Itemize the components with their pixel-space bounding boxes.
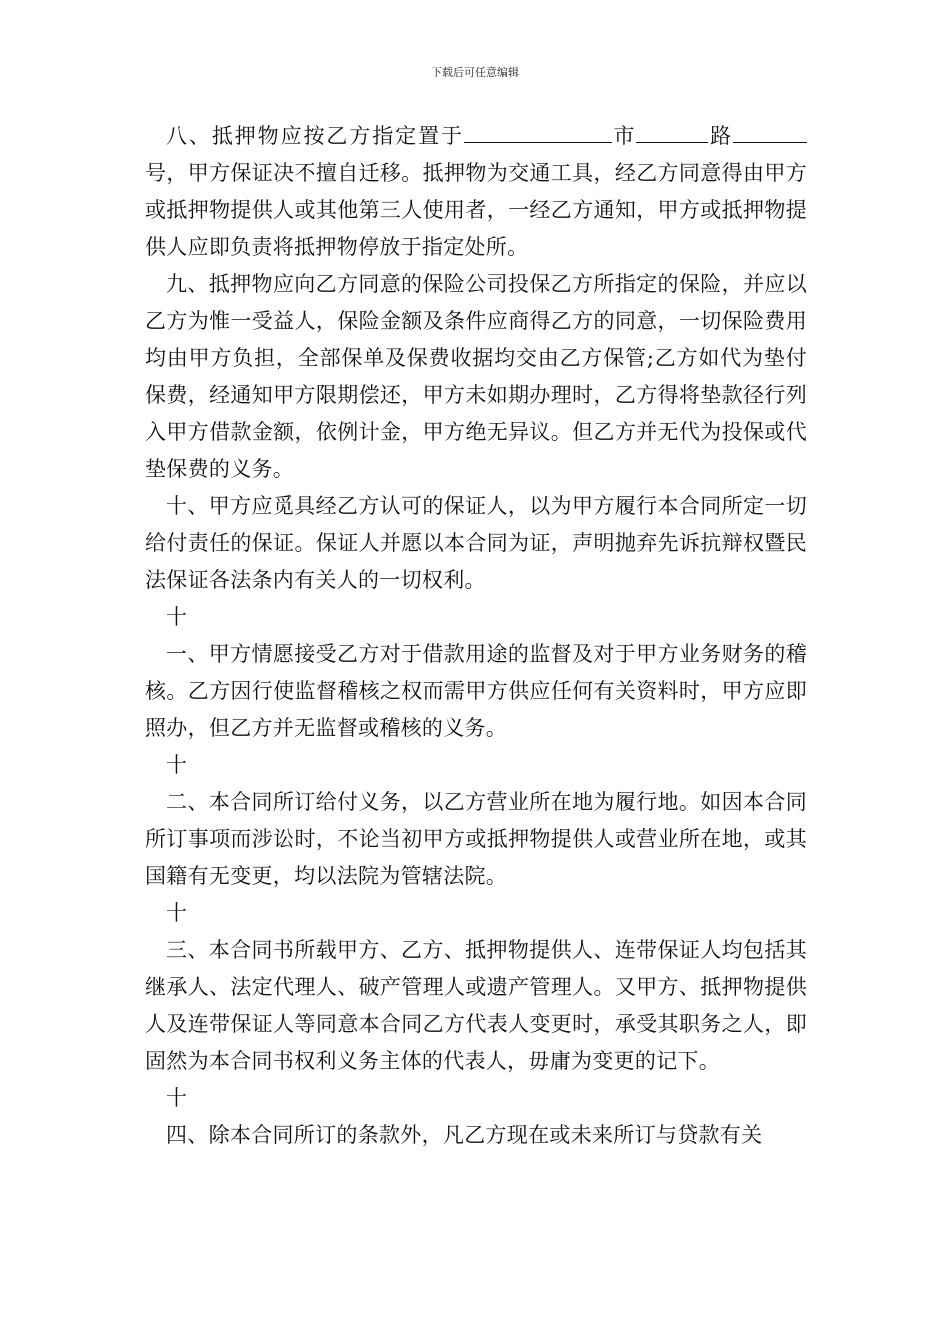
blank-number xyxy=(797,120,807,143)
blank-location xyxy=(464,120,612,143)
clause-8-text-2: 市 xyxy=(611,124,637,148)
clause-11: 一、甲方情愿接受乙方对于借款用途的监督及对于甲方业务财务的稽核。乙方因行使监督稽核之权而需甲方供应任何有关资料时，甲方应即照办，但乙方并无监督或稽核的义务。 xyxy=(145,642,807,740)
blank-road xyxy=(733,120,797,143)
clause-9: 九、抵押物应向乙方同意的保险公司投保乙方所指定的保险，并应以乙方为惟一受益人，保险金额及条件应商得乙方的同意，一切保险费用均由甲方负担，全部保单及保费收据均交由乙方保管;乙方如代为垫付保费，经通知甲方限期偿还，甲方未如期办理时，乙方得将垫款径行列入甲方借款金额，依例计金，甲方绝无异议。但乙方并无代为投保或代垫保费的义务。 xyxy=(145,272,807,481)
clause-12: 二、本合同所订给付义务，以乙方营业所在地为履行地。如因本合同所订事项而涉讼时，不论当初甲方或抵押物提供人或营业所在地，或其国籍有无变更，均以法院为管辖法院。 xyxy=(145,790,807,888)
clause-14-number: 十 xyxy=(166,1086,188,1110)
clause-12-number: 十 xyxy=(166,753,188,777)
clause-8-text-1: 八、抵押物应按乙方指定置于 xyxy=(166,124,464,148)
clause-13-number: 十 xyxy=(166,901,188,925)
blank-city xyxy=(636,120,708,143)
clause-13: 三、本合同书所载甲方、乙方、抵押物提供人、连带保证人均包括其继承人、法定代理人、破产管理人或遗产管理人。又甲方、抵押物提供人及连带保证人等同意本合同乙方代表人变更时，承受其职务之人，即固然为本合同书权利义务主体的代表人，毋庸为变更的记下。 xyxy=(145,938,807,1073)
clause-14: 四、除本合同所订的条款外，凡乙方现在或未来所订与贷款有关 xyxy=(166,1123,763,1147)
page-header: 下载后可任意编辑 xyxy=(431,66,519,79)
clause-8-text-4: 号，甲方保证决不擅自迁移。抵押物为交通工具，经乙方同意得由甲方或抵押物提供人或其他第三人使用者，一经乙方通知，甲方或抵押物提供人应即负责将抵押物停放于指定处所。 xyxy=(145,161,807,259)
contract-body xyxy=(145,118,807,1154)
clause-8 xyxy=(145,118,807,266)
clause-11-number: 十 xyxy=(166,605,188,629)
clause-8-text-3: 路 xyxy=(708,124,733,148)
clause-10: 十、甲方应觅具经乙方认可的保证人，以为甲方履行本合同所定一切给付责任的保证。保证人并愿以本合同为证，声明抛弃先诉抗辩权暨民法保证各法条内有关人的一切权利。 xyxy=(145,494,807,592)
